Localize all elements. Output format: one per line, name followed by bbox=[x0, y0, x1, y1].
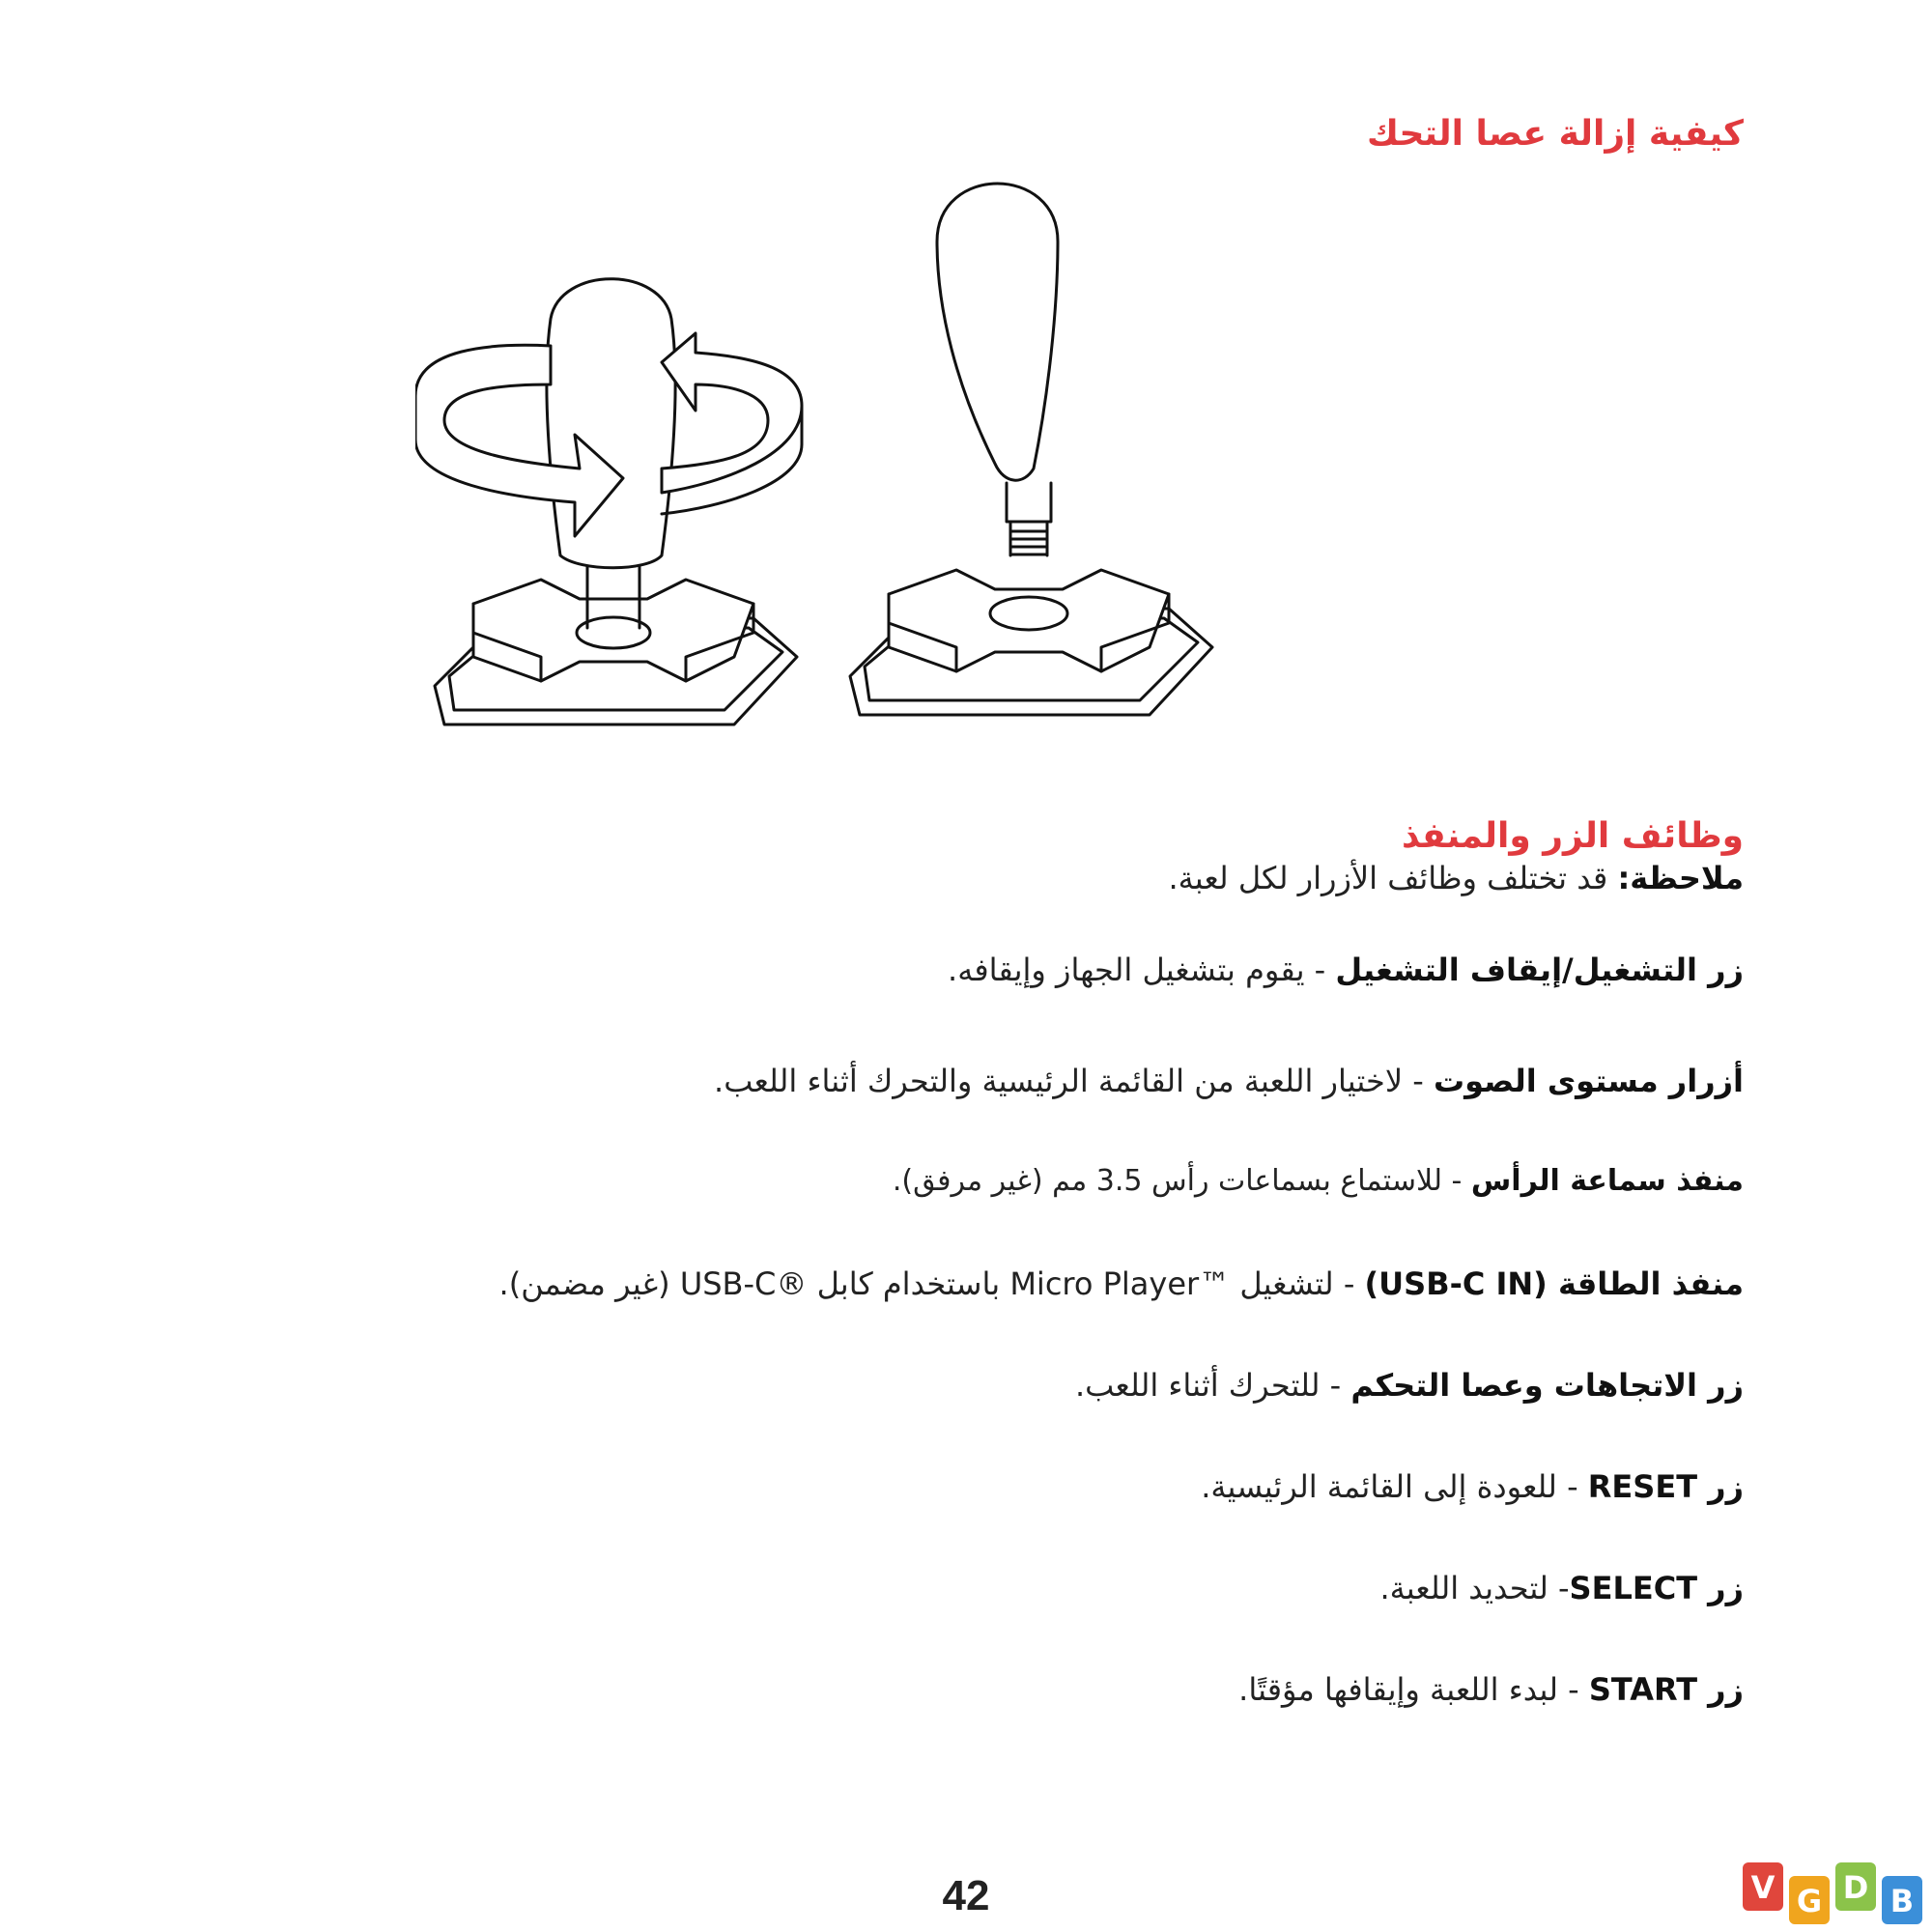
note-text: قد تختلف وظائف الأزرار لكل لعبة. bbox=[1168, 860, 1618, 896]
function-text: - لاختيار اللعبة من القائمة الرئيسية والتحرك أثناء اللعب. bbox=[714, 1063, 1434, 1099]
reset-button-line bbox=[1201, 1468, 1744, 1505]
power-port-line bbox=[499, 1265, 1744, 1302]
function-text: - للاستماع بسماعات رأس 3.5 مم (غير مرفق). bbox=[892, 1164, 1471, 1198]
note-label: ملاحظة: bbox=[1617, 860, 1744, 896]
joystick-twist-figure bbox=[415, 279, 802, 724]
function-text: - يقوم بتشغيل الجهاز وإيقافه. bbox=[948, 952, 1336, 988]
function-label: منفذ الطاقة (USB-C IN) bbox=[1364, 1265, 1744, 1302]
joystick-removal-illustration bbox=[415, 174, 1362, 773]
function-label: منفذ سماعة الرأس bbox=[1470, 1164, 1744, 1198]
function-text: - لتشغيل ™Micro Player باستخدام كابل ®USB-C (غير مضمن). bbox=[498, 1265, 1365, 1302]
select-button-line bbox=[1379, 1570, 1744, 1606]
function-label: زر التشغيل/إيقاف التشغيل bbox=[1335, 952, 1744, 988]
watermark-letter: D bbox=[1842, 1869, 1869, 1906]
function-label: زر الاتجاهات وعصا التحكم bbox=[1350, 1367, 1744, 1404]
start-button-line bbox=[1238, 1671, 1744, 1708]
watermark-letter: G bbox=[1796, 1883, 1823, 1919]
dpad-joystick-line bbox=[1075, 1367, 1744, 1404]
section-title-remove-stick: كيفية إزالة عصا التحك bbox=[1366, 114, 1744, 154]
headphone-port-line bbox=[893, 1164, 1744, 1198]
function-text: - للعودة إلى القائمة الرئيسية. bbox=[1201, 1468, 1588, 1505]
vgdb-watermark-logo bbox=[1735, 1855, 1928, 1932]
function-label: زر RESET bbox=[1587, 1468, 1744, 1505]
watermark-letter: B bbox=[1889, 1883, 1915, 1919]
power-button-line bbox=[948, 952, 1744, 988]
function-label: زر SELECT bbox=[1569, 1570, 1744, 1606]
function-label: زر START bbox=[1588, 1671, 1744, 1708]
note-line bbox=[1168, 860, 1744, 896]
function-text: - لتحديد اللعبة. bbox=[1379, 1570, 1570, 1606]
joystick-removed-figure bbox=[850, 184, 1212, 715]
section-title-button-functions: وظائف الزر والمنفذ bbox=[1401, 816, 1744, 856]
watermark-letter: V bbox=[1750, 1869, 1776, 1906]
function-text: - لبدء اللعبة وإيقافها مؤقتًا. bbox=[1238, 1671, 1589, 1708]
function-text: - للتحرك أثناء اللعب. bbox=[1074, 1367, 1351, 1404]
page-number: 42 bbox=[942, 1872, 990, 1919]
function-label: أزرار مستوى الصوت bbox=[1433, 1063, 1744, 1099]
volume-buttons-line bbox=[714, 1063, 1744, 1099]
